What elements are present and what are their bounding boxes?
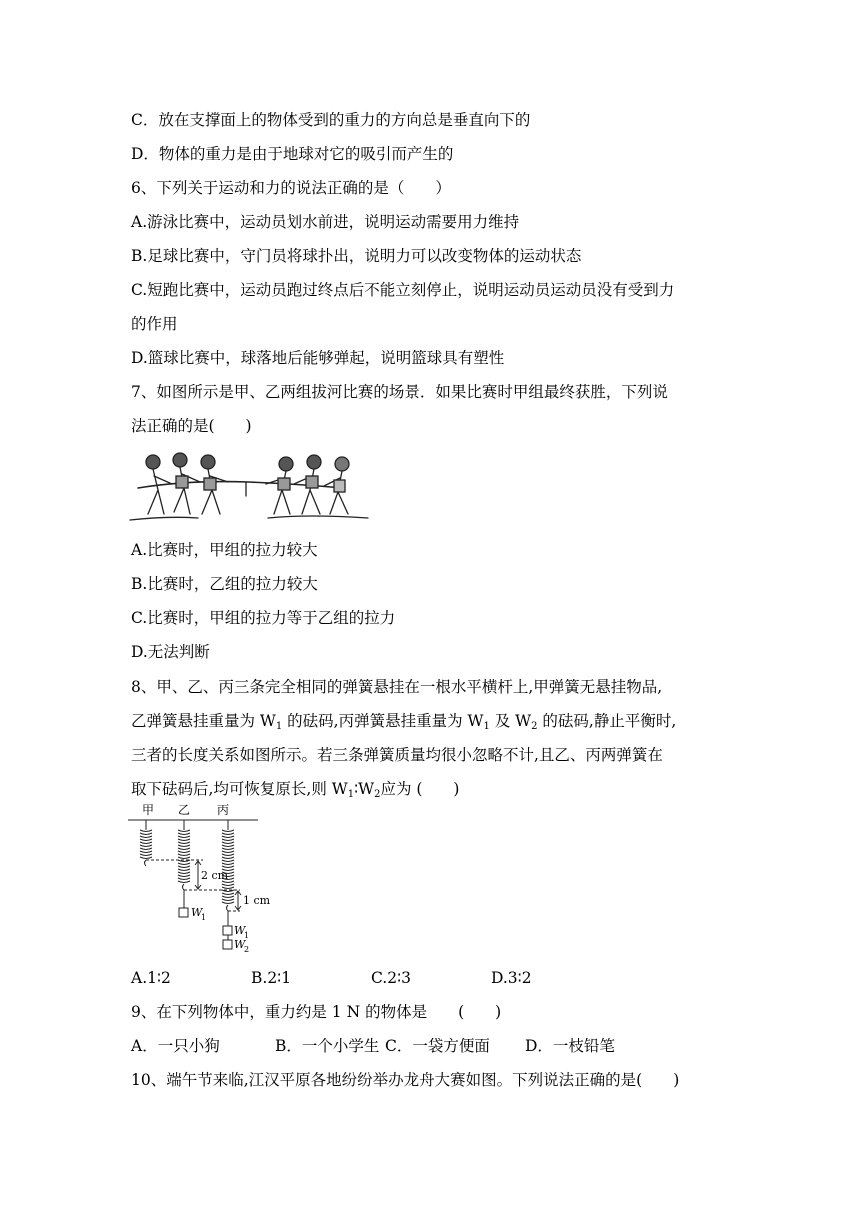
q7-option-b: B.比赛时，乙组的拉力较大 — [131, 575, 318, 593]
q9-option-c: C．一袋方便面 — [385, 1037, 490, 1055]
q6-option-a: A.游泳比赛中，运动员划水前进，说明运动需要用力维持 — [131, 213, 520, 231]
spring-figure — [128, 802, 278, 960]
q8-option-b: B.2∶1 — [251, 969, 292, 987]
label-bing: 丙 — [217, 803, 230, 817]
label-yi: 乙 — [178, 803, 191, 817]
q7-option-d: D.无法判断 — [131, 643, 210, 661]
q7-stem-line1: 7、如图所示是甲、乙两组拔河比赛的场景．如果比赛时甲组最终获胜，下列说 — [131, 383, 668, 401]
weight-w1-yi: W — [191, 906, 203, 919]
dim-1cm: 1 cm — [243, 894, 271, 907]
svg-text:2: 2 — [244, 945, 250, 954]
q8-option-a: A.1∶2 — [131, 969, 171, 987]
svg-text:1: 1 — [244, 931, 250, 940]
q9-option-a: A．一只小狗 — [131, 1037, 220, 1055]
q8-stem-line2: 乙弹簧悬挂重量为 $W_1$ 的砝码,丙弹簧悬挂重量为 $W_1$ 及 $W_2$ 的砝码,静止平衡时, — [131, 712, 677, 732]
q8-stem-line3: 三者的长度关系如图所示。若三条弹簧质量均很小忽略不计,且乙、丙两弹簧在 — [131, 746, 663, 764]
q6-option-c-line1: C.短跑比赛中，运动员跑过终点后不能立刻停止，说明运动员运动员没有受到力 — [131, 281, 675, 299]
q5-option-d: D．物体的重力是由于地球对它的吸引而产生的 — [131, 145, 454, 163]
q9-option-d: D．一枝铅笔 — [525, 1037, 615, 1055]
q7-option-a: A.比赛时，甲组的拉力较大 — [131, 541, 318, 559]
q8-option-c: C.2∶3 — [371, 969, 411, 987]
q9-option-b: B．一个小学生 — [275, 1037, 380, 1055]
q6-option-d: D.篮球比赛中，球落地后能够弹起，说明篮球具有塑性 — [131, 349, 505, 367]
svg-text:1: 1 — [201, 913, 207, 922]
weight-w2-bing: W — [234, 938, 246, 951]
label-jia: 甲 — [142, 803, 155, 817]
q9-stem: 9、在下列物体中，重力约是 1 N 的物体是 ( ) — [131, 1003, 502, 1021]
q6-stem: 6、下列关于运动和力的说法正确的是（ ） — [131, 179, 451, 197]
q6-option-b: B.足球比赛中，守门员将球扑出，说明力可以改变物体的运动状态 — [131, 247, 582, 265]
q8-options — [131, 967, 532, 989]
q9-options — [131, 1035, 615, 1057]
tug-of-war-figure — [128, 448, 373, 524]
q8-option-d: D.3∶2 — [491, 969, 532, 987]
q7-option-c: C.比赛时，甲组的拉力等于乙组的拉力 — [131, 609, 396, 627]
q7-stem-line2: 法正确的是( ) — [131, 417, 252, 435]
dim-2cm: 2 cm — [201, 869, 229, 882]
weight-w1-bing: W — [234, 924, 246, 937]
q5-option-c: C．放在支撑面上的物体受到的重力的方向总是垂直向下的 — [131, 111, 531, 129]
q6-option-c-line2: 的作用 — [131, 315, 178, 333]
q10-stem: 10、端午节来临,江汉平原各地纷纷举办龙舟大赛如图。下列说法正确的是( ) — [131, 1071, 680, 1089]
q8-stem-line4: 取下砝码后,均可恢复原长,则 $W_1∶W_2$应为 ( ) — [131, 780, 460, 800]
q8-stem-line1: 8、甲、乙、丙三条完全相同的弹簧悬挂在一根水平横杆上,甲弹簧无悬挂物品, — [131, 678, 663, 696]
